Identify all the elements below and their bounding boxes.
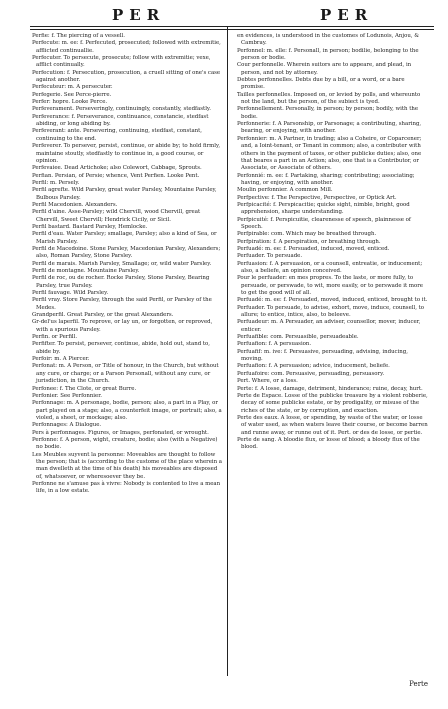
dictionary-entry: Pers à perfonnages. Figures, or Images, perfonated, or wrought. (32, 429, 209, 436)
dictionary-entry: Perfegerie. See Perce-pierre. (32, 91, 112, 98)
right-column (237, 33, 429, 452)
dictionary-entry: Perfecuter. To persecute, prosecute; follow with extremitie; vexe, afflict continually. (32, 55, 211, 69)
dictionary-entry: Perfecution: f. Persecution, prosecution, a cruell sitting of one's case against another. (32, 69, 221, 84)
dictionary-entry: Perfil agrefte. Wild Parsley, great water Parsley, Mountaine Parsley, Bulbous Parsley. (32, 187, 217, 201)
dictionary-entry: Perfecuteur: m. A persecuter. (32, 84, 113, 91)
dictionary-entry: Perfuadeur: m. A Persuader, an adviser, counsellor, mover, inducer, enticer. (237, 319, 421, 333)
dictionary-entry: Perfeverance: f. Perseverance, continuance, constancie, stedfast abiding, or long abiding by. (32, 113, 209, 128)
dictionary-entry: Perfpicuité: f. Perspicuitie, clearenesse of speech, plainnesse of Speech. (237, 216, 411, 230)
dictionary-entry: Perfonnage: m. A personage, bodie, person; also, a part in a Play, or part played on a stage; also, a counterfeit image, or portrait; also, a violed, a sheet, or mockage; also. (32, 400, 222, 421)
dictionary-entry: Perfonnerie: f. A Parsonship, or Parsonage; a contributing, sharing, bearing, or enjoying, with another. (237, 121, 422, 135)
dictionary-entry: Perfuader. To persuade. (237, 253, 303, 260)
dictionary-entry: Perfonne ne s'amuse pas à vivre: Nobody is contented to live a mean life, in a low estate. (32, 480, 221, 495)
dictionary-entry: Perfonee: f. The Clote, or great Burre. (32, 385, 137, 392)
dictionary-entry: Perfil de Macedoine. Stone Parsley, Macedonian Parsley, Alexanders; also, Roman Parsley, Stone Parsley. (32, 245, 221, 260)
dictionary-entry: Perfonnel: m. elle: f. Personall, in person; bodilie, belonging to the person or bodie. (237, 47, 419, 62)
dictionary-entry: en evidences, is understood in the customes of Lodunois, Anjou, & Cambray. (237, 33, 420, 47)
dictionary-entry: Perte de sang. A bloodie flux, or losse of blood; a bloody flux of the blood. (237, 436, 420, 451)
dictionary-entry: Perfuafif: m. ive: f. Persuasive, persuading, advising, inducing, moving. (237, 348, 408, 363)
dictionary-entry: Perfuafion: f. A persuasion. (237, 341, 312, 348)
dictionary-entry: Perfonne: f. A person, wight, creature, bodie; also (with a Negative) no bodie. (32, 436, 218, 451)
dictionary-entry: Debtes perfonnelles. Debts due by a bill, or a word, or a bare promise. (237, 77, 405, 91)
dictionary-entry: Perfeverament. Perseveringly, continuingly, constantly, stedfastly. (32, 106, 211, 113)
dictionary-entry: Perte: f. A losse, damage, detriment, hinderance; ruine, decay, hurt. (237, 385, 423, 392)
dictionary-entry: Perfonier. See Perfonnier. (32, 392, 102, 399)
page-header (0, 6, 448, 28)
dictionary-entry: Perfian. Persian, of Persie; whence, Vent Perfien. Looke Pent. (32, 172, 200, 179)
dictionary-entry: Perfonnellement. Personally, in person; by person; bodily, with the bodie. (237, 106, 419, 120)
header-rule (30, 26, 434, 27)
dictionary-entry: Perfuader. To persuade, to advise, exhort, move, induce, counsell, to allure; to entice, intice, also, to beleeve. (237, 304, 425, 319)
dictionary-entry: Perfeverant: ante. Persevering, continuing, stedfast, constant, continuing to the end. (32, 128, 203, 142)
dictionary-entry: Perte de Espace. Losse of the publicke treasure by a violent robberie, decay of some publicke estate, or by prodigality, or misuse of the riches of the state, or by corruption, and exaction. (237, 392, 428, 414)
running-head-right: PER (320, 6, 374, 24)
dictionary-entry: Gr-del'us laperfil. To reprove, or lay un, or forgotten, or reproved, with a spurious Parsley. (32, 319, 213, 333)
dictionary-entry: Perfpirable: com. Which may be breathed through. (237, 231, 377, 238)
dictionary-entry: Perfuasion: f. A persuasion, or a counsell, entreatie, or inducement; also, a beliefe, an opinion conceived. (237, 260, 423, 274)
column-divider (227, 26, 228, 676)
dictionary-entry: Tailles perfonnelles. Imposed on, or levied by polls, and whereunto not the land, but the person, of the subiect is tyed. (237, 91, 421, 106)
dictionary-entry: Perfonnages: A Dialogue. (32, 422, 102, 429)
dictionary-entry: Les Meubles suyvent la personne: Moveables are thought to follow the person; that is (according to the custome of the place wherein a man dwelleth at the time of his death) his moveables are disposed of, whatsoever, or wheresoever they be. (32, 451, 223, 480)
dictionary-entry: Perfil de roc, ou de rocher. Rocke Parsley, Stone Parsley, Bearing Parsley, true Parsley. (32, 275, 210, 289)
dictionary-entry: Perfie: f. The piercing of a vessell. (32, 33, 125, 39)
dictionary-entry: Perfin. or Perfill. (32, 334, 78, 341)
dictionary-entry: Perfifter. To persist, persever, continue, abide, hold out, stand to, abide by. (32, 341, 211, 355)
dictionary-entry: Perfil d'eau. Water Parsley; smallage, Parsley; also a kind of Sea, or Marish Parsley. (32, 231, 217, 245)
dictionary-entry: Perfpicacité: f. Perspicacitie; quicke sight, nimble, bright, good apprehension, sharpe understanding. (237, 201, 410, 216)
dictionary-entry: Perfonnier: m. A Partner, in trading; also a Coheire, or Coparcener; and, a Ioint-tenant, or Tenant in common; also, a contributer with others in the payment of taxes, or other publicke duties; also, one that beares a part in an Action; also, one that is a Contributor, or Associate, or Associate of others. (237, 135, 422, 172)
dictionary-entry: Pour le perfuader: en mes propres. To the laste, or more fully, to persuade, or perswade, to wit, more easily, or to perswade it more to get the good will of all. (237, 275, 423, 297)
dictionary-entry: Perfuafion: f. A persuasion; advice, inducement, beliefe. (237, 363, 390, 370)
dictionary-entry: Perfil de montagne. Mountaine Parsley. (32, 268, 140, 274)
dictionary-entry: Perfil bastard. Bastard Parsley, Hemlocke. (32, 223, 148, 230)
dictionary-entry: Perfuadé: m. ee: f. Persuaded, moved, induced, enticed, brought to it. (237, 297, 428, 304)
dictionary-entry: Moulin perfonnier. A common Mill. (237, 187, 333, 194)
dictionary-entry: Perfil fauvage. Wild Parsley. (32, 290, 109, 297)
dictionary-entry: Perfil Macedonien. Alexanders. (32, 201, 118, 208)
dictionary-entry: Grandperfil. Great Parsley, or the great Alexanders. (32, 312, 174, 319)
dictionary-entry: Perfonat: m. A Person, or Title of honour, in the Church, but without any cure, or charge; or a Parson Personall, without any cure, or jurisdiction, in the Church. (32, 363, 219, 385)
dictionary-entry: Cour perfonnelle. Wherein suitors are to appeare, and plead, in person, and not by attorney. (237, 62, 412, 76)
dictionary-entry: Perte des eaux. A losse, or spending, by waste of the water, or losse of water used, as when waters leave their course, or become barren and runne away, or runne out of it. Pert. or des de losse, or pertie. (237, 414, 428, 436)
dictionary-entry: Perfil vray. Store Parsley, through the said Perfil, or Parsley of the Medes. (32, 297, 212, 311)
dictionary-entry: Perfuadé: m. ee: f. Persuaded, induced, moved, enticed. (237, 245, 390, 252)
dictionary-entry: Perfil: m. Persely. (32, 179, 80, 186)
left-column (32, 33, 224, 496)
header-rule-double (30, 29, 434, 30)
dictionary-entry: Perfeverer. To persever, persist, continue, or abide by; to hold firmly, maintaine stoutly, stedfastly to continue in, a good course, or opinion. (32, 143, 221, 164)
dictionary-entry: Perfil d'aine. Asse-Parsley; wild Chervill, wood Chervill, great Chervill, Sweet Chervill; Hendrick Cicily, or Sicil. (32, 209, 201, 223)
dictionary-entry: Perfpective: f. The Perspective, Perspective, or Optick Art. (237, 194, 397, 201)
dictionary-entry: Perfuafible: com. Persuasible, persuadeable. (237, 334, 359, 341)
dictionary-entry: Perfevaiee. Dead Artichoke; also Colewort, Cabbage, Sprouts. (32, 165, 202, 172)
dictionary-entry: Perfer: hopre. Looke Perce. (32, 99, 108, 106)
running-head-left: PER (112, 6, 166, 24)
dictionary-entry: Perfoir: m. A Piercer. (32, 356, 90, 363)
dictionary-entry: Perfpiration: f. A perspiration, or breathing through. (237, 238, 381, 245)
dictionary-entry: Perfil de marais. Marish Parsley, Smallage; or, wild water Parsley. (32, 260, 212, 267)
catchword: Perte (409, 680, 428, 688)
dictionary-entry: Perfonnié: m. ee: f. Partaking, sharing; contributing; associating; having, or enjoying, with another. (237, 172, 415, 186)
dictionary-entry: Pert. Where, or a loss. (237, 378, 298, 385)
dictionary-entry: Perfuafoire: com. Persuasive, persuading, persuasory. (237, 370, 385, 377)
dictionary-entry: Perfecute: m. ee: f. Perfecuted, prosecuted; followed with extremitie, afflicted continuallie. (32, 40, 221, 54)
